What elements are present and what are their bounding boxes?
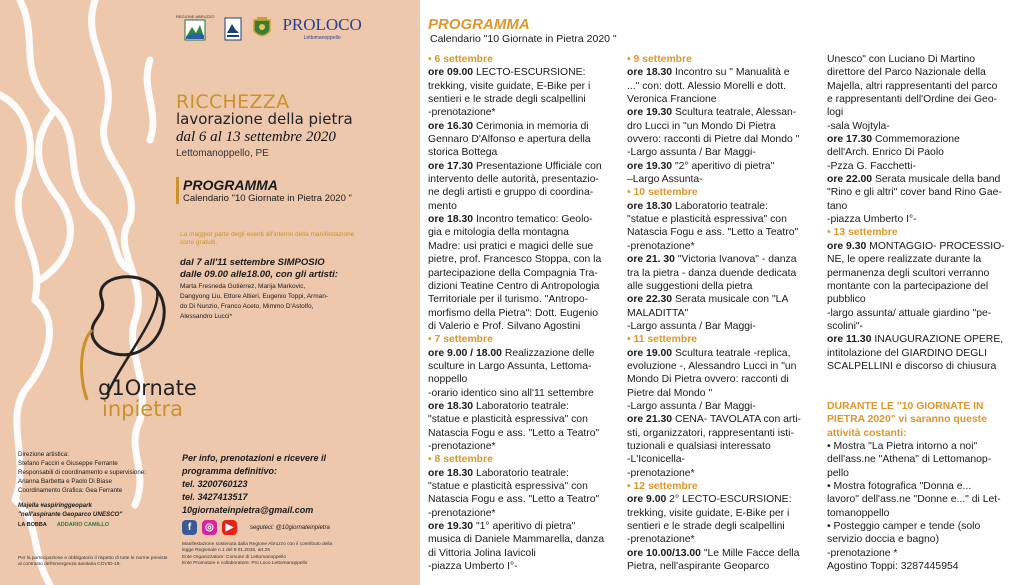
parco-majella-emblem (224, 17, 242, 41)
program-line: dro Lucci in "un Mondo Di Pietra (627, 120, 776, 132)
program-line: pietre, prof. Francesco Stoppa, con la (428, 254, 602, 266)
parco-majella-logo (224, 17, 242, 41)
program-line: -prenotazione* (627, 534, 695, 546)
legal-line: Ente Promotore e collaboratore: Pro Loco Lettomanoppello (182, 561, 308, 567)
event-time: ore 21. 30 (627, 254, 675, 266)
spacer (827, 373, 1017, 386)
program-line: tomanoppello (827, 507, 890, 519)
program-line: ore 21.30 CENA- TAVOLATA con arti- (627, 414, 802, 426)
info-line: programma definitivo: (182, 466, 278, 477)
legal-line: legge Regionale n.1 del 9.01.2015, art.25 (182, 548, 271, 554)
program-line: ore 9.00 / 18.00 Realizzazione delle (428, 347, 595, 359)
program-line: dizioni Teatine Centro di Antropologia (428, 280, 600, 292)
program-line: scolini"- (827, 320, 864, 332)
program-line: permanenza degli scultori verranno (827, 267, 990, 279)
program-line: Pietre dal Mondo " (627, 387, 713, 399)
program-line: logi (827, 107, 844, 119)
program-line: -Largo assunta / Bar Maggi- (627, 147, 756, 159)
program-line: "statue e plasticità espressiva" con (428, 414, 588, 426)
program-line: -piazza Umberto I°- (428, 561, 518, 573)
day-heading: • 13 settembre (827, 227, 898, 239)
program-line: ore 17.30 Presentazione Ufficiale con (428, 160, 602, 172)
phone-2: tel. 3427413517 (182, 492, 248, 503)
legal-line: Manifestazione sostenuta dalla Regione Abruzzo con il contributo della (182, 542, 333, 547)
note-line: sono gratuiti. (180, 239, 218, 247)
program-line: ore 22.30 Serata musicale con "LA (627, 294, 789, 306)
program-line: gia e mitologia della montagna (428, 227, 569, 239)
artists-line: do Di Nunzio, Franco Aceto, Mimmo D'Astolfo, (180, 303, 314, 311)
program-line: sculture in Largo Assunta, Lettoma- (428, 360, 592, 372)
program-line: ore 16.30 Cerimonia in memoria di (428, 120, 589, 132)
day-heading: • 7 settembre (428, 334, 493, 346)
program-line: -prenotazione* (428, 107, 496, 119)
proloco-logo (282, 15, 361, 41)
program-line: ore 21. 30 "Victoria Ivanova" - danza (627, 254, 797, 266)
day-heading: • 10 settembre (627, 187, 698, 199)
program-line: e rappresentanti dell'Ordine dei Geo- (827, 94, 998, 106)
program-column-3 (827, 53, 1017, 573)
instagram-icon[interactable]: ◎ (202, 520, 217, 535)
geopark-line: "nell'aspirante Geoparco UNESCO" (18, 510, 123, 518)
program-line: trekking, visite guidate, E-Bike per i (428, 80, 591, 92)
program-line: alle suggestioni della pietra (627, 280, 753, 292)
program-line: sentieri e le strade degli scalpellini (428, 94, 586, 106)
program-line: di Valerio e Prof. Silvano Agostini (428, 320, 581, 332)
program-line: "Rino e gli altri" cover band Rino Gae- (827, 187, 1002, 199)
program-column-1 (428, 53, 624, 573)
regione-abruzzo-logo (176, 14, 214, 41)
program-line: sentieri e le strade degli scalpellini (627, 521, 785, 533)
logo-line-2: inpietra (102, 397, 183, 421)
program-line: • Posteggio camper e tende (solo (827, 521, 981, 533)
activities-heading: DURANTE LE "10 GIORNATE IN (827, 400, 984, 412)
program-line: ne degli artisti e gruppo di coordina- (428, 187, 594, 199)
event-time: ore 9.00 (627, 494, 667, 506)
regione-abruzzo-label: REGIONE ABRUZZO (176, 14, 215, 19)
event-time: ore 19.00 (627, 347, 673, 359)
program-line: MALADITTA" (627, 307, 689, 319)
program-line: dell'ass.ne "Athena" di Lettomanop- (827, 454, 992, 466)
program-subtitle: Calendario "10 Giornate in Pietra 2020 " (430, 33, 617, 45)
program-line: NE, le opere realizzate durante la (827, 254, 982, 266)
program-line: ore 17.30 Commemorazione (827, 134, 960, 146)
credits (18, 451, 168, 520)
program-line: servizio doccia e bagno) (827, 534, 940, 546)
sponsor-logos (18, 522, 109, 528)
note-line: La maggior parte degli eventi all'interno della manifestazione (180, 231, 355, 238)
event-time: ore 22.00 (827, 174, 873, 186)
covid-notice: Per la partecipazione e obbligatorio il rispetto di tutte le norme previste al contrasto dell'emergenza sanitaria COVID-19. (18, 556, 168, 568)
left-programma-title: PROGRAMMA (183, 177, 278, 193)
proloco-wordmark: PROLOCO (282, 15, 362, 34)
program-line: montante con la partecipazione del (827, 280, 989, 292)
sponsor-addario-camillo: ADDARIO CAMILLO (56, 522, 110, 528)
program-line: Natascia Fogu e ass. "Letto a Teatro" (428, 494, 600, 506)
program-line: storica Bottega (428, 147, 498, 159)
event-time: ore 9.30 (827, 240, 867, 252)
artists-line: Dangyong Liu, Ettore Altieri, Eugenio Toppi, Arman- (180, 293, 329, 301)
program-line: ovvero: racconti di Pietre dal Mondo " (627, 134, 800, 146)
program-line: Mondo Di Pietra ovvero: racconti di (627, 374, 789, 386)
geopark-line: Majella #aspiringgeopark (18, 501, 92, 509)
day-heading: • 8 settembre (428, 454, 493, 466)
left-programma-heading (176, 177, 352, 204)
simposio-line: dal 7 all'11 settembre SIMPOSIO (180, 257, 325, 268)
artists-line: Alessandro Lucci* (180, 313, 233, 321)
event-time: ore 09.00 (428, 67, 474, 79)
event-time: ore 22.30 (627, 294, 673, 306)
left-programma-subtitle: Calendario "10 Giornate in Pietra 2020 " (183, 193, 352, 204)
program-line: ore 19.30 "2° aperitivo di pietra" (627, 160, 775, 172)
activities-heading: PIETRA 2020" vi saranno queste (827, 414, 987, 426)
stone-outline (92, 277, 164, 355)
social-handle: seguteci: @10giornateinpietra (250, 524, 330, 531)
program-line: Unesco" con Luciano Di Martino (827, 54, 976, 65)
event-time: ore 17.30 (827, 134, 873, 146)
event-city: Lettomanoppello, PE (176, 148, 269, 159)
program-line: -prenotazione* (428, 507, 496, 519)
event-time: ore 18.30 (627, 200, 673, 212)
giornate-in-pietra-logo (62, 270, 212, 430)
program-line: -piazza Umberto I°- (827, 214, 917, 226)
program-line: -orario identico sino all'11 settembre (428, 387, 594, 399)
event-time: ore 19.30 (428, 521, 474, 533)
program-line: Natascia Fogu e ass. "Letto a Teatro" (428, 427, 600, 439)
program-line: ..." con: dott. Alessio Morelli e dott. (627, 80, 787, 92)
event-time: ore 11.30 (827, 334, 872, 346)
program-line: musica di Daniele Mammarella, danza (428, 534, 605, 546)
legal-line: Ente Organizzatore: Comune di Lettomanoppello (182, 554, 286, 560)
legal-notes (182, 542, 342, 568)
program-line: ore 10.00/13.00 "Le Mille Facce della (627, 547, 800, 559)
program-line: ore 09.00 LECTO-ESCURSIONE: (428, 67, 586, 79)
event-time: ore 10.00/13.00 (627, 547, 701, 559)
partner-logos (176, 14, 362, 41)
program-line: -Largo assunta / Bar Maggi- (627, 320, 756, 332)
event-time: ore 18.30 (428, 400, 474, 412)
sponsor-la-bobba: LA BOBBA (18, 522, 47, 528)
program-line: Madre: usi pratici e magici delle sue (428, 240, 594, 252)
phone-1: tel. 3200760123 (182, 479, 248, 490)
program-line: -Largo assunta / Bar Maggi- (627, 400, 756, 412)
free-events-note (180, 231, 380, 248)
day-heading: • 11 settembre (627, 334, 698, 346)
program-line: -sala Wojtyla- (827, 120, 890, 132)
program-line: "statue e plasticità espressiva" con (428, 481, 588, 492)
comune-lettomanoppello-logo (252, 17, 272, 41)
program-line: direttore del Parco Nazionale della (827, 67, 986, 79)
program-line: • Mostra fotografica "Donna e... (827, 481, 972, 492)
program-line: • Mostra "La Pietra intorno a noi" (827, 440, 978, 452)
comune-crest (252, 17, 272, 41)
program-line: ore 11.30 INAUGURAZIONE OPERE, (827, 334, 1004, 346)
program-line: di Vittoria Jolina Iavicoli (428, 547, 536, 559)
program-line: intervento delle autorità, presentazio- (428, 174, 599, 186)
youtube-icon[interactable]: ▶ (222, 520, 237, 535)
program-line: Veronica Francione (627, 94, 717, 106)
event-time: ore 18.30 (627, 67, 673, 79)
event-title: RICCHEZZA (176, 91, 290, 113)
program-line: ore 19.30 Scultura teatrale, Alessan- (627, 107, 797, 119)
program-line: pubblico (827, 294, 866, 306)
program-line: tuzionali e qualsiasi interessato (627, 440, 771, 452)
program-line: ore 9.00 2° LECTO-ESCURSIONE: (627, 494, 792, 506)
contact-info (182, 452, 326, 517)
social-links (182, 520, 330, 535)
program-line: -prenotazione* (428, 440, 496, 452)
program-line: Gennaro D'Alfonso e apertura della (428, 134, 591, 146)
artists-line: Marta Fresneda Gutièrrez, Marija Markovic, (180, 283, 306, 290)
program-line: lavoro" dell'ass.ne "Donne e..." di Let- (827, 494, 1001, 506)
spacer (827, 387, 1017, 400)
program-line: noppello (428, 374, 468, 386)
program-line: -L'Iconicella- (627, 454, 686, 466)
program-line: ore 18.30 Laboratorio teatrale: (428, 400, 569, 412)
day-heading: • 9 settembre (627, 54, 692, 65)
program-line: intitolazione del GIARDINO DEGLI (827, 347, 987, 359)
program-line: sti, organizzatori, rappresentanti isti- (627, 427, 794, 439)
program-line: "statue e plasticità espressiva" con (627, 214, 787, 226)
program-line: morfismo della Pietra": Dott. Eugenio (428, 307, 599, 319)
program-line: ore 19.00 Scultura teatrale -replica, (627, 347, 791, 359)
event-time: ore 19.30 (627, 107, 673, 119)
program-line: Majella, altri rappresentanti del parco (827, 80, 998, 92)
program-line: -largo assunta/ attuale giardino "pe- (827, 307, 992, 319)
credits-line: Responsabili di coordinamento e supervisione: (18, 468, 146, 476)
program-line: ore 9.30 MONTAGGIO- PROCESSIO- (827, 240, 1005, 252)
credits-line: Direzione artistica: (18, 451, 69, 458)
event-subtitle: lavorazione della pietra (176, 110, 353, 128)
program-line: evoluzione -, Alessandro Lucci in "un (627, 360, 797, 372)
program-line: Pietra, nell'aspirante Geoparco (627, 561, 770, 573)
program-line: SCALPELLINI e discorso di chiusura (827, 360, 997, 372)
program-line: dell'Arch. Enrico Di Paolo (827, 147, 944, 159)
program-line: pello (827, 467, 849, 479)
event-time: ore 18.30 (428, 467, 474, 479)
simposio-info (180, 257, 400, 281)
program-line: ore 18.30 Laboratorio teatrale: (428, 467, 569, 479)
facebook-icon[interactable]: f (182, 520, 197, 535)
program-line: -prenotazione * (827, 547, 898, 559)
program-title: PROGRAMMA (428, 16, 530, 33)
program-line: ore 18.30 Incontro su " Manualità e (627, 67, 790, 79)
program-line: partecipazione della Compagnia Tra- (428, 267, 598, 279)
info-line: Per info, prenotazioni e ricevere il (182, 453, 327, 463)
program-line: Natascia Fogu e ass. "Letto a Teatro" (627, 227, 799, 239)
credits-line: Coordinamento Grafica: Gea Ferrante (18, 486, 123, 494)
activities-heading: attività costanti: (827, 427, 907, 439)
event-time: ore 19.30 (627, 160, 673, 172)
program-line: tano (827, 200, 848, 212)
event-time: ore 9.00 / 18.00 (428, 347, 502, 359)
proloco-sublabel: Lettomanoppello (303, 35, 341, 41)
day-heading: • 6 settembre (428, 54, 493, 65)
program-line: ore 18.30 Incontro tematico: Geolo- (428, 214, 593, 226)
program-line: ore 22.00 Serata musicale della band (827, 174, 1001, 186)
event-time: ore 18.30 (428, 214, 474, 226)
credits-line: Arianna Barbetta e Paolo Di Biase (18, 477, 112, 485)
program-column-2 (627, 53, 825, 573)
logo-line-1: g1Ornate (98, 376, 197, 400)
event-time: ore 16.30 (428, 120, 474, 132)
event-time: ore 21.30 (627, 414, 673, 426)
program-line: Agostino Toppi: 3287445954 (827, 561, 959, 573)
program-line: ore 19.30 "1° aperitivo di pietra" (428, 521, 576, 533)
program-line: ore 18.30 Laboratorio teatrale: (627, 200, 768, 212)
credits-line: Stefano Facciri e Giuseppe Ferrante (18, 459, 118, 467)
program-line: mento (428, 200, 457, 212)
program-line: trekking, visite guidate, E-Bike per i (627, 507, 790, 519)
event-dates: dal 6 al 13 settembre 2020 (176, 129, 336, 145)
regione-abruzzo-emblem (184, 19, 206, 41)
program-line: –Largo Assunta- (627, 174, 703, 186)
program-line: tra la pietra - danza duende dedicata (627, 267, 797, 279)
simposio-line: dalle 09.00 alle18.00, con gli artisti: (180, 268, 338, 280)
day-heading: • 12 settembre (627, 481, 698, 492)
program-line: -prenotazione* (627, 240, 695, 252)
contact-email: 10giornateinpietra@gmail.com (182, 505, 314, 516)
event-time: ore 17.30 (428, 160, 474, 172)
program-line: -prenotazione* (627, 467, 695, 479)
program-line: -Pzza G. Facchetti- (827, 160, 916, 172)
program-line: Territoriale per il turismo. "Antropo- (428, 294, 589, 306)
left-panel (0, 0, 420, 585)
stone-outline-inner (82, 330, 92, 400)
